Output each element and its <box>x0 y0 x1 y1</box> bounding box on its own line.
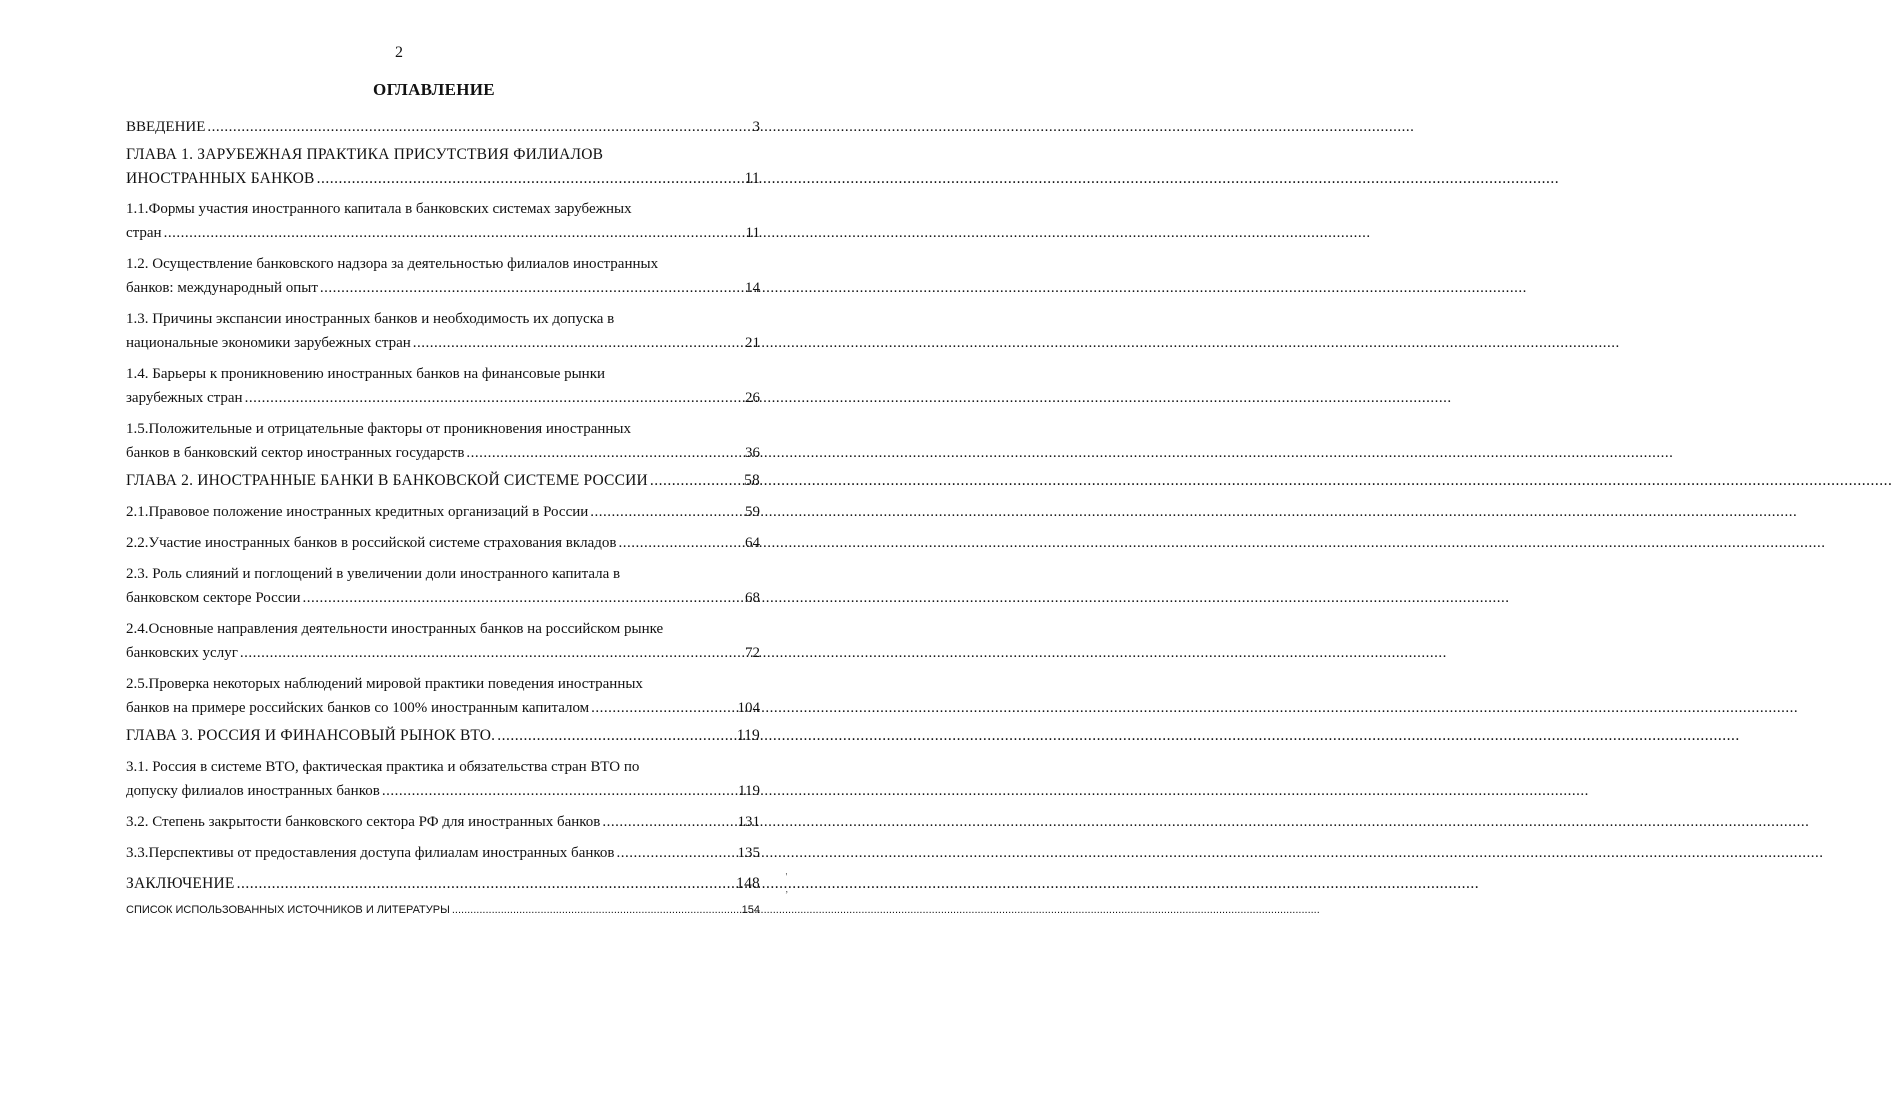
toc-entry-page: 148 <box>736 875 760 892</box>
toc-entry-section-3-3[interactable] <box>126 841 760 865</box>
toc-entry-section-1-1[interactable] <box>126 197 760 245</box>
toc-entry-page: 58 <box>744 472 760 489</box>
toc-entry-text: банков: международный опыт <box>126 280 318 296</box>
toc-entry-chapter-1[interactable] <box>126 143 760 191</box>
dot-leader <box>320 276 743 300</box>
dot-leader <box>245 386 743 410</box>
toc-entry-first-line: 1.2. Осуществление банковского надзора за деятельностью филиалов иностранных <box>126 256 659 272</box>
toc-entry-page: 11 <box>745 225 760 241</box>
toc-entry-section-2-1[interactable] <box>126 500 760 524</box>
toc-entry-chapter-3[interactable] <box>126 724 760 748</box>
dot-leader <box>317 167 743 191</box>
toc-entry-text: ЗАКЛЮЧЕНИЕ <box>126 875 235 892</box>
dot-leader <box>413 331 743 355</box>
toc-entry-first-line: 1.1.Формы участия иностранного капитала в банковских системах зарубежных <box>126 201 632 217</box>
dot-leader <box>207 115 750 139</box>
toc-entry-first-line: 2.4.Основные направления деятельности иностранных банков на российском рынке <box>126 621 664 637</box>
page-number: 2 <box>395 44 403 61</box>
toc-entry-page: 64 <box>745 535 760 551</box>
toc-entry-page: 119 <box>738 783 760 799</box>
toc-entry-page: 72 <box>745 645 760 661</box>
dot-leader <box>382 779 736 803</box>
toc-entry-text: ГЛАВА 2. ИНОСТРАННЫЕ БАНКИ В БАНКОВСКОЙ СИСТЕМЕ РОССИИ <box>126 472 648 489</box>
dot-leader <box>590 500 743 524</box>
toc-entry-text: ИНОСТРАННЫХ БАНКОВ <box>126 170 315 187</box>
toc-entry-section-3-1[interactable] <box>126 755 760 803</box>
toc-entry-conclusion[interactable] <box>126 872 760 896</box>
toc-entry-page: 36 <box>745 445 760 461</box>
toc-entry-text: допуску филиалов иностранных банков <box>126 783 380 799</box>
toc-entry-text: зарубежных стран <box>126 390 243 406</box>
toc-entry-section-2-4[interactable] <box>126 617 760 665</box>
toc-entry-text: 3.3.Перспективы от предоставления доступа филиалам иностранных банков <box>126 845 615 861</box>
toc-entry-text: 2.1.Правовое положение иностранных кредитных организаций в России <box>126 504 589 520</box>
dot-leader <box>650 469 742 493</box>
toc-entry-text: банков на примере российских банков со 100% иностранным капиталом <box>126 700 590 716</box>
toc-entry-section-2-3[interactable] <box>126 562 760 610</box>
dot-leader <box>240 641 743 665</box>
dot-leader <box>452 902 740 918</box>
toc-entry-section-1-4[interactable] <box>126 362 760 410</box>
dot-leader <box>466 441 743 465</box>
toc-entry-page: 131 <box>737 814 760 830</box>
toc-entry-page: 59 <box>745 504 760 520</box>
toc-entry-first-line: 3.1. Россия в системе ВТО, фактическая практика и обязательства стран ВТО по <box>126 759 640 775</box>
toc-entry-text: банковском секторе России <box>126 590 301 606</box>
dot-leader <box>237 872 735 896</box>
toc-entry-first-line: 1.5.Положительные и отрицательные факторы от проникновения иностранных <box>126 421 632 437</box>
toc-entry-text: стран <box>126 225 162 241</box>
toc-entry-page: 26 <box>745 390 760 406</box>
dot-leader <box>164 221 744 245</box>
toc-entry-page: 21 <box>745 335 760 351</box>
toc-entry-first-line: 2.5.Проверка некоторых наблюдений мировой практики поведения иностранных <box>126 676 643 692</box>
toc-entry-text: ГЛАВА 3. РОССИЯ И ФИНАНСОВЫЙ РЫНОК ВТО. <box>126 727 496 744</box>
toc-entry-text: СПИСОК ИСПОЛЬЗОВАННЫХ ИСТОЧНИКОВ И ЛИТЕРАТУРЫ <box>126 904 450 916</box>
toc-entry-section-2-2[interactable] <box>126 531 760 555</box>
toc-entry-text: национальные экономики зарубежных стран <box>126 335 411 351</box>
scan-margin-mark: ' , <box>785 872 788 895</box>
toc-entry-text: 2.2.Участие иностранных банков в российской системе страхования вкладов <box>126 535 617 551</box>
toc-title: ОГЛАВЛЕНИЕ <box>373 80 495 99</box>
toc-entry-page: 3 <box>752 119 760 135</box>
toc-entry-page: 104 <box>737 700 760 716</box>
toc-entry-first-line: 1.3. Причины экспансии иностранных банков и необходимость их допуска в <box>126 311 615 327</box>
toc-entry-first-line: 2.3. Роль слияний и поглощений в увеличении доли иностранного капитала в <box>126 566 621 582</box>
toc-entry-sources[interactable] <box>126 902 760 918</box>
dot-leader <box>602 810 735 834</box>
toc-entry-section-3-2[interactable] <box>126 810 760 834</box>
dot-leader <box>303 586 743 610</box>
table-of-contents <box>126 112 760 918</box>
toc-entry-first-line: 1.4. Барьеры к проникновению иностранных банков на финансовые рынки <box>126 366 606 382</box>
toc-entry-chapter-2[interactable] <box>126 469 760 493</box>
toc-entry-first-line: ГЛАВА 1. ЗАРУБЕЖНАЯ ПРАКТИКА ПРИСУТСТВИЯ ФИЛИАЛОВ <box>126 146 604 163</box>
dot-leader <box>618 531 743 555</box>
toc-entry-section-2-5[interactable] <box>126 672 760 720</box>
toc-entry-page: 154 <box>741 904 760 916</box>
dot-leader <box>497 724 734 748</box>
toc-entry-introduction[interactable] <box>126 115 760 139</box>
toc-entry-text: 3.2. Степень закрытости банковского сектора РФ для иностранных банков <box>126 814 601 830</box>
toc-entry-page: 135 <box>737 845 760 861</box>
toc-entry-text: ВВЕДЕНИЕ <box>126 119 206 135</box>
toc-entry-page: 119 <box>736 727 760 744</box>
toc-entry-page: 68 <box>745 590 760 606</box>
dot-leader <box>591 696 735 720</box>
toc-entry-text: банковских услуг <box>126 645 238 661</box>
dot-leader <box>616 841 735 865</box>
toc-entry-page: 14 <box>745 280 760 296</box>
toc-entry-text: банков в банковский сектор иностранных государств <box>126 445 465 461</box>
toc-entry-section-1-2[interactable] <box>126 252 760 300</box>
toc-entry-page: 11 <box>744 170 760 187</box>
toc-entry-section-1-3[interactable] <box>126 307 760 355</box>
toc-entry-section-1-5[interactable] <box>126 417 760 465</box>
